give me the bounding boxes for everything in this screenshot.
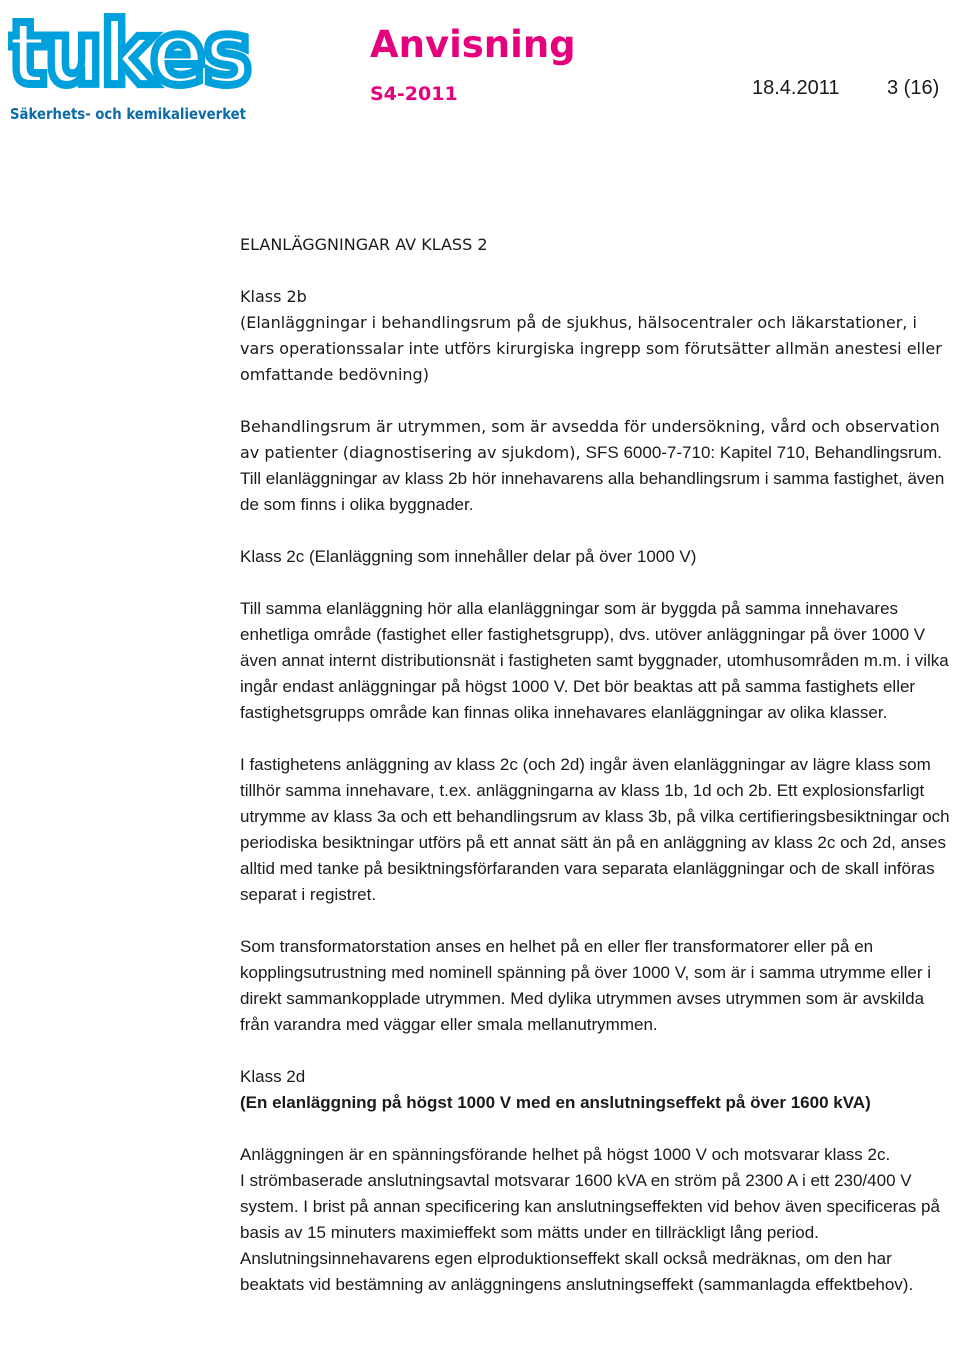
document-type: Anvisning xyxy=(370,23,576,66)
logo-subtitle: Säkerhets- och kemikalieverket xyxy=(10,105,246,123)
tukes-logo xyxy=(8,2,258,124)
class-2b-paragraph-part2: SFS 6000-7-710: Kapitel 710, Behandlingsrum. Till elanläggningar av klass 2b hör innehavarens alla behandlingsrum i samma fastighet, även de som finns i olika byggnader. xyxy=(240,443,945,514)
tukes-logo-graphic xyxy=(8,2,258,124)
class-2b-paragraph xyxy=(240,414,955,518)
class-2d-heading: Klass 2d xyxy=(240,1067,306,1086)
class-2c-paragraph-2: I fastighetens anläggning av klass 2c (och 2d) ingår även elanläggningar av lägre klass som tillhör samma innehavare, t.ex. anläggningarna av klass 1b, 1d och 2b. Ett explosionsfarligt utrymme av klass 3a och ett behandlingsrum av klass 3b, på vilka certifieringsbesiktningar och periodiska besiktningar utförs på ett annat sätt än på en anläggning av klass 2c och 2d, anses alltid med tanke på besiktningsförfaranden vara separata elanläggningar och de skall införas separat i registret. xyxy=(240,755,950,904)
class-2c-paragraph-1: Till samma elanläggning hör alla elanläggningar som är byggda på samma innehavares enhetliga område (fastighet eller fastighetsgrupp), dvs. utöver anläggningar på över 1000 V även annat internt distributionsnät i fastigheten samt byggnader, utomhusområden m.m. i vilka ingår endast anläggningar på högst 1000 V. Det bör beaktas att på samma fastighets eller fastighetsgrupps område kan finnas olika innehavares elanläggningar av olika klasser. xyxy=(240,599,949,722)
section-title: ELANLÄGGNINGAR AV KLASS 2 xyxy=(240,235,488,254)
document-body xyxy=(240,232,955,1298)
class-2b-heading: Klass 2b xyxy=(240,287,307,306)
class-2b-paragraph-part1: Behandlingsrum är utrymmen, som är avsedda för undersökning, vård och observation av patienter (diagnostisering av sjukdom), xyxy=(240,417,940,462)
class-2c-heading: Klass 2c (Elanläggning som innehåller delar på över 1000 V) xyxy=(240,547,697,566)
class-2d-subheading: (En elanläggning på högst 1000 V med en anslutningseffekt på över 1600 kVA) xyxy=(240,1093,871,1112)
class-2d-paragraph-2: I strömbaserade anslutningsavtal motsvarar 1600 kVA en ström på 2300 A i ett 230/400 V system. I brist på annan specificering kan anslutningseffekten vid behov även specificeras på basis av 15 minuters maximieffekt som mätts under en tillräckligt lång period. Anslutningsinnehavarens egen elproduktionseffekt skall också medräknas, om den har beaktats vid bestämning av anläggningens anslutningseffekt (sammanlagda effektbehov). xyxy=(240,1171,940,1294)
class-2d-paragraph-1: Anläggningen är en spänningsförande helhet på högst 1000 V och motsvarar klass 2c. xyxy=(240,1145,891,1164)
document-date: 18.4.2011 xyxy=(752,77,840,99)
page-number: 3 (16) xyxy=(887,77,940,99)
class-2b-subheading: (Elanläggningar i behandlingsrum på de sjukhus, hälsocentraler och läkarstationer, i vars operationssalar inte utförs kirurgiska ingrepp som förutsätter allmän anestesi eller omfattande bedövning) xyxy=(240,313,942,384)
logo-word: tukes xyxy=(8,2,250,105)
class-2c-paragraph-3: Som transformatorstation anses en helhet på en eller fler transformatorer eller på en kopplingsutrustning med nominell spänning på över 1000 V, som är i samma utrymme eller i direkt sammankopplade utrymmen. Med dylika utrymmen avses utrymmen som är avskilda från varandra med väggar eller smala mellanutrymmen. xyxy=(240,937,932,1034)
document-code: S4-2011 xyxy=(370,83,458,105)
